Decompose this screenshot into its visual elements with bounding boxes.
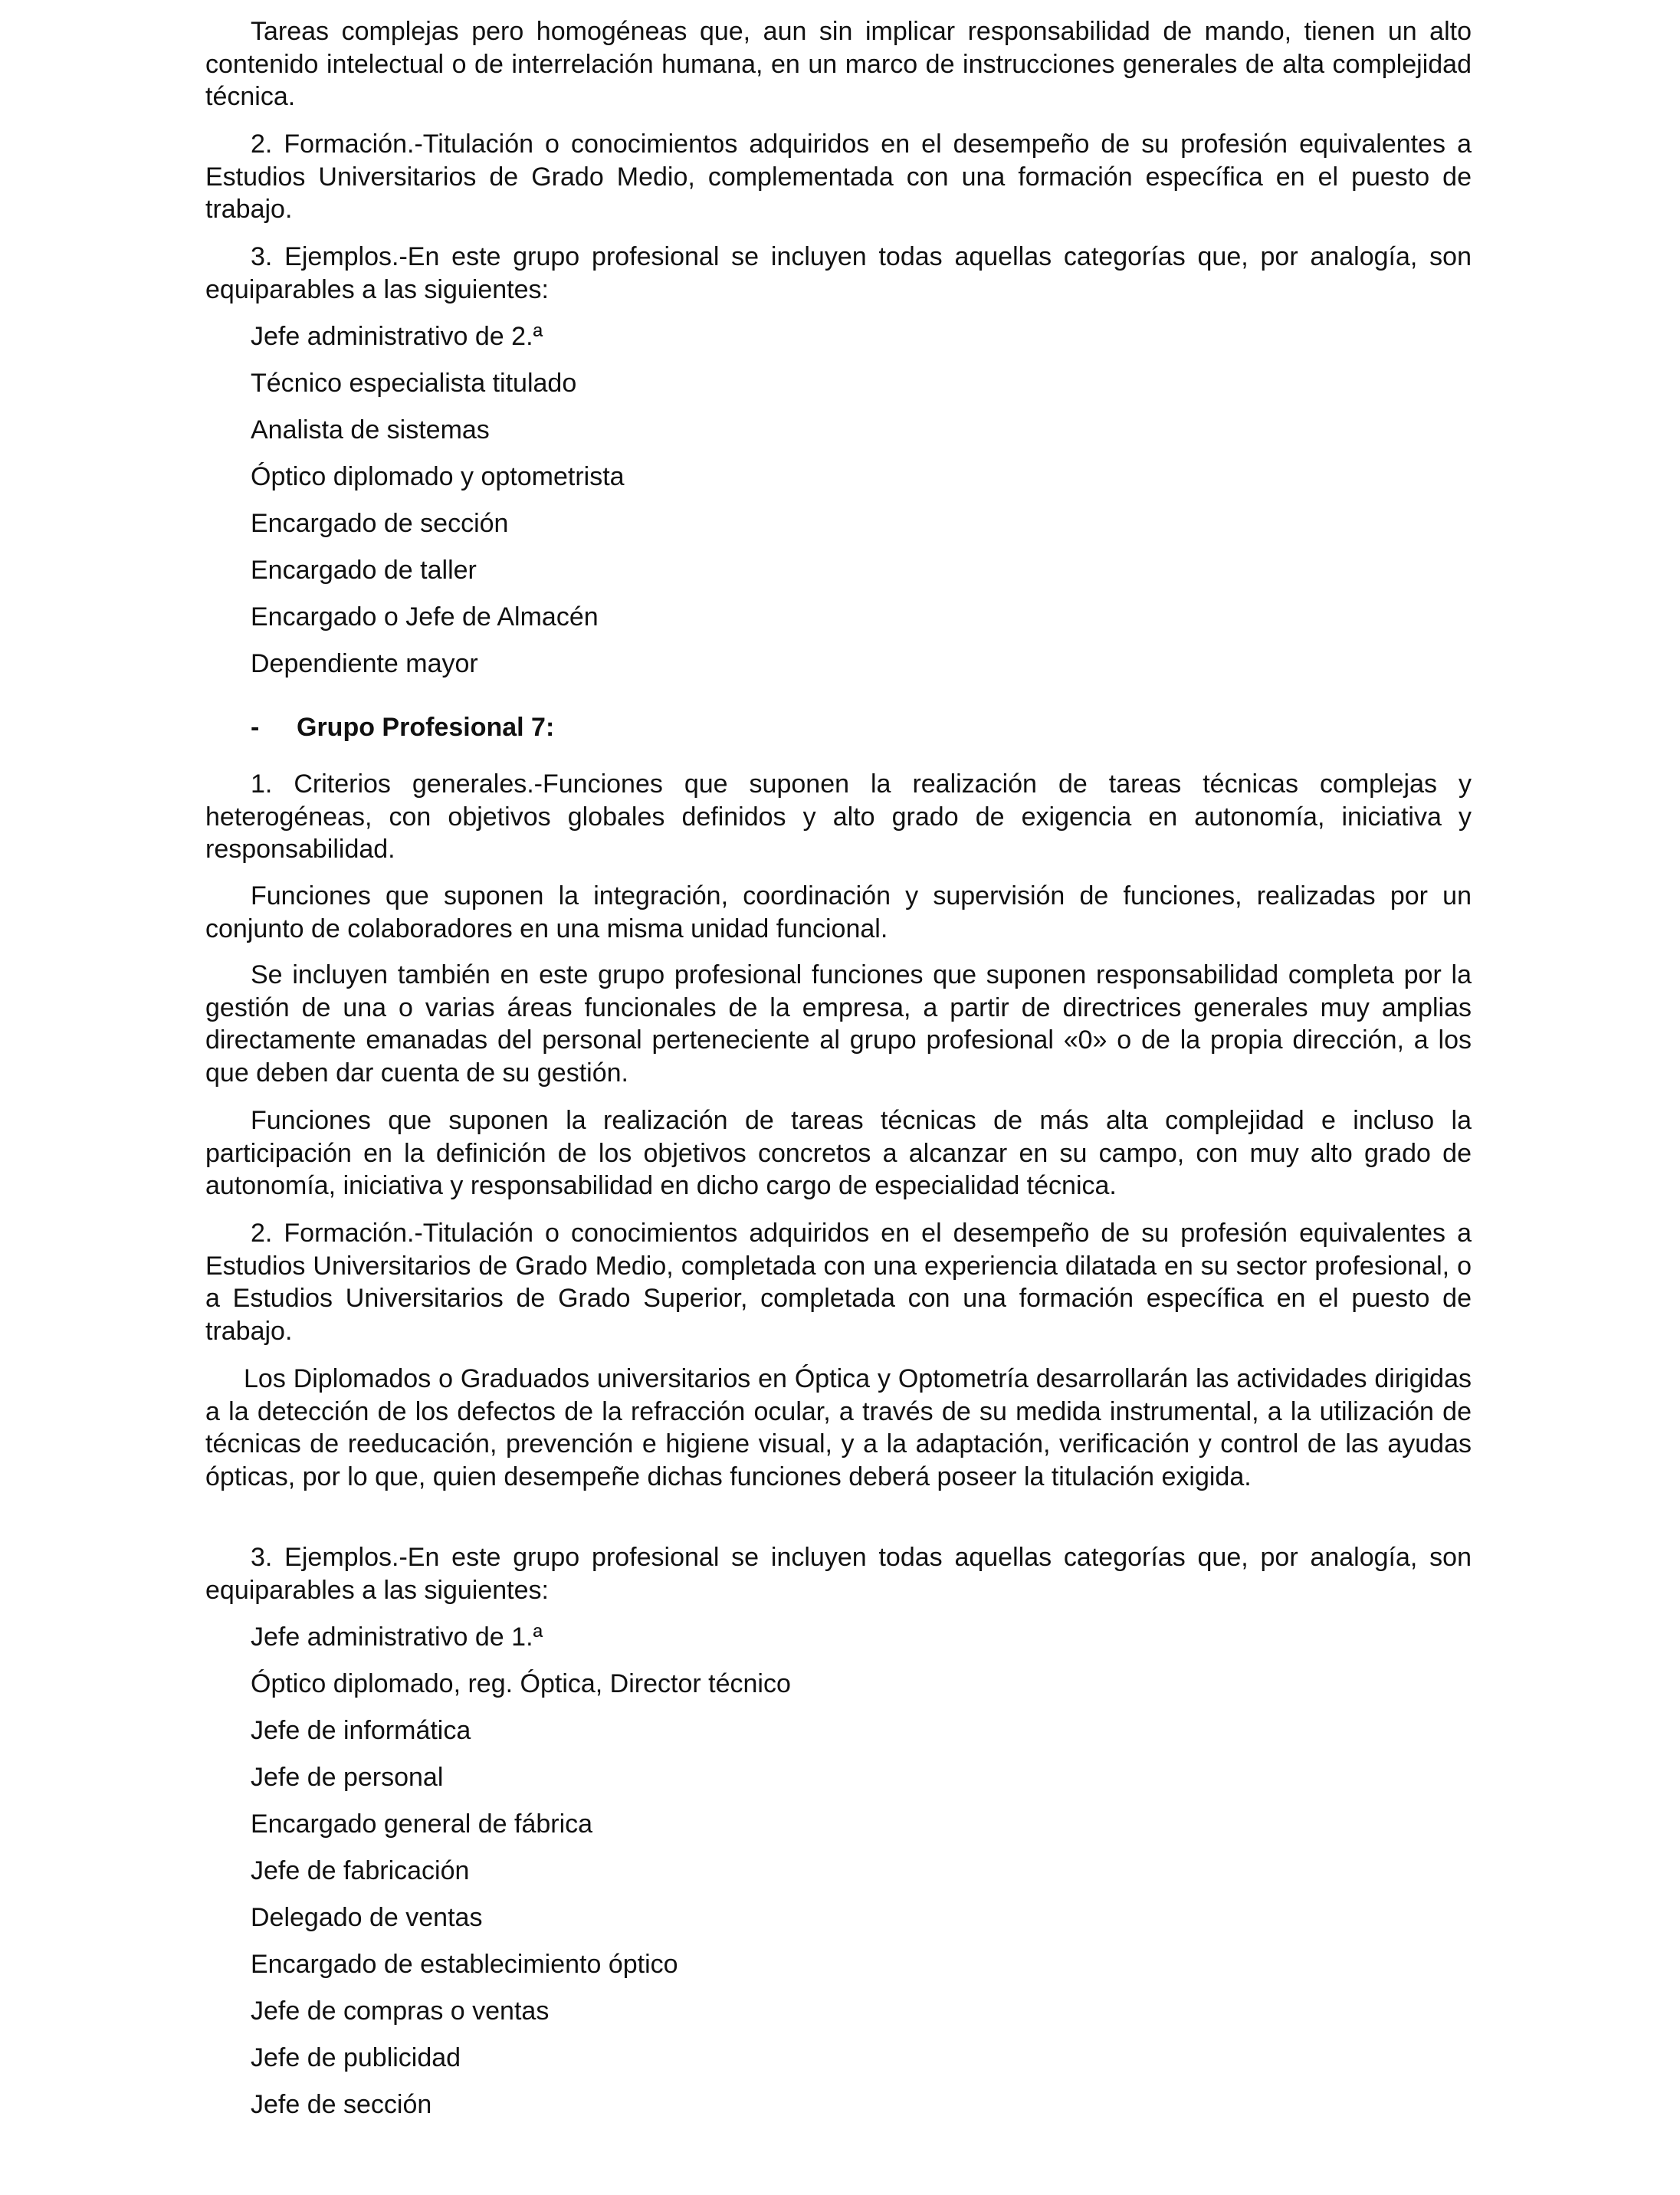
list-item: Delegado de ventas [251,1903,483,1932]
formacion7-paragraph: 2. Formación.-Titulación o conocimientos adquiridos en el desempeño de su profesión equivalentes a Estudios Universitarios de Grado Medio, completada con una experiencia dilatada en su sector profesional, o a Estudios Universitarios de Grado Superior, completada con una formación específica en el puesto de trabajo. [205,1219,1472,1346]
formacion-paragraph: 2. Formación.-Titulación o conocimientos adquiridos en el desempeño de su profesión equivalentes a Estudios Universitarios de Grado Medio, complementada con una formación específica en el puesto de trabajo. [205,130,1472,224]
list-item: Dependiente mayor [251,649,478,678]
list-item: Encargado de taller [251,556,477,585]
criterios-paragraph: 1. Criterios generales.-Funciones que suponen la realización de tareas técnicas complejas y heterogéneas, con objetivos globales definidos y alto grado de exigencia en autonomía, iniciativa y responsabilidad. [205,769,1472,864]
list-item: Jefe de sección [251,2090,432,2119]
list-item: Jefe de personal [251,1763,444,1792]
list-item: Jefe de publicidad [251,2043,461,2072]
list-item: Óptico diplomado, reg. Óptica, Director técnico [251,1669,791,1698]
group7-heading [205,711,554,744]
list-item: Analista de sistemas [251,415,490,445]
list-item: Jefe administrativo de 1.ª [251,1622,543,1652]
list-item: Encargado de establecimiento óptico [251,1950,678,1979]
heading-title: Grupo Profesional 7: [297,713,555,742]
integracion-paragraph: Funciones que suponen la integración, coordinación y supervisión de funciones, realizadas por un conjunto de colaboradores en una misma unidad funcional. [205,881,1472,943]
list-item: Óptico diplomado y optometrista [251,462,625,491]
ejemplos7-paragraph: 3. Ejemplos.-En este grupo profesional se incluyen todas aquellas categorías que, por analogía, son equiparables a las siguientes: [205,1543,1472,1605]
list-item: Técnico especialista titulado [251,369,577,398]
list-item: Encargado o Jefe de Almacén [251,602,599,632]
list-item: Encargado general de fábrica [251,1809,593,1839]
ejemplos-paragraph: 3. Ejemplos.-En este grupo profesional se incluyen todas aquellas categorías que, por analogía, son equiparables a las siguientes: [205,242,1472,304]
incluyen-paragraph: Se incluyen también en este grupo profesional funciones que suponen responsabilidad completa por la gestión de una o varias áreas funcionales de la empresa, a partir de directrices generales muy amplias directamente emanadas del personal perteneciente al grupo profesional «0» o de la propia dirección, a los que deben dar cuenta de su gestión. [205,960,1472,1088]
list-item: Jefe de fabricación [251,1856,470,1885]
list-item: Encargado de sección [251,509,509,538]
list-item: Jefe de compras o ventas [251,1996,550,2026]
list-item: Jefe de informática [251,1716,471,1745]
realizacion-paragraph: Funciones que suponen la realización de tareas técnicas de más alta complejidad e incluso la participación en la definición de los objetivos concretos a alcanzar en su campo, con muy alto grado de autonomía, iniciativa y responsabilidad en dicho cargo de especialidad técnica. [205,1106,1472,1200]
list-item: Jefe administrativo de 2.ª [251,322,543,351]
diplomados-paragraph: Los Diplomados o Graduados universitarios en Óptica y Optometría desarrollarán las actividades dirigidas a la detección de los defectos de la refracción ocular, a través de su medida instrumental, a la utilización de técnicas de reeducación, prevención e higiene visual, y a la adaptación, verificación y control de las ayudas ópticas, por lo que, quien desempeñe dichas funciones deberá poseer la titulación exigida. [205,1364,1472,1491]
intro-paragraph: Tareas complejas pero homogéneas que, aun sin implicar responsabilidad de mando, tienen un alto contenido intelectual o de interrelación humana, en un marco de instrucciones generales de alta complejidad técnica. [205,17,1472,111]
heading-dash: - [251,713,260,742]
